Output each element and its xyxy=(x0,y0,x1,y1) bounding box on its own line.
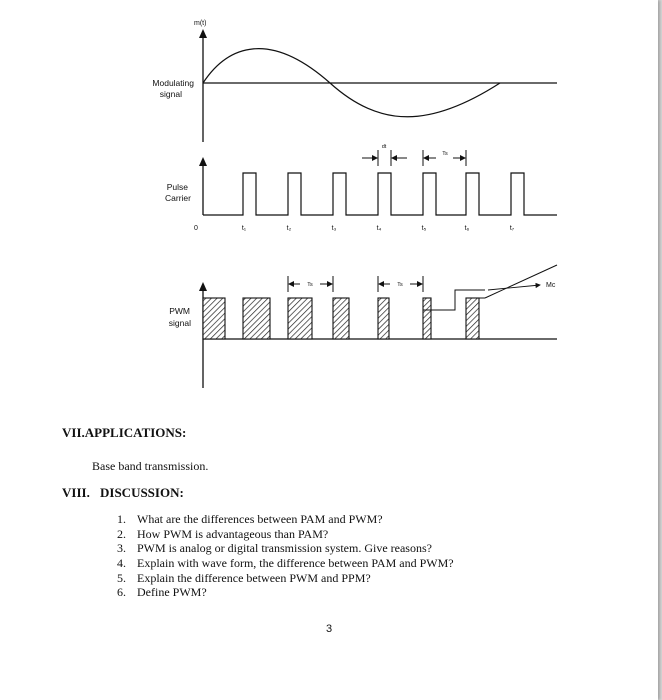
question-number: 5. xyxy=(117,570,126,585)
question-item xyxy=(117,512,454,527)
pwm-ts1-label: Ts xyxy=(307,282,313,288)
discussion-heading xyxy=(62,485,184,501)
pwm-pulse-1 xyxy=(203,298,225,339)
discussion-number: VIII. xyxy=(62,485,90,500)
pwm-side-label-line2: signal xyxy=(168,318,191,328)
modulating-side-label-line2: signal xyxy=(159,89,182,99)
carrier-time-label-t6: t₆ xyxy=(464,225,470,232)
applications-text: Base band transmission. xyxy=(92,459,209,473)
carrier-time-label-t4: t₄ xyxy=(376,225,382,232)
pwm-pulse-7 xyxy=(466,298,479,339)
question-number: 1. xyxy=(117,512,126,526)
carrier-origin-label: 0 xyxy=(194,225,198,232)
question-item xyxy=(117,571,454,586)
applications-heading: VII.APPLICATIONS: xyxy=(62,425,187,440)
question-number: 6. xyxy=(117,585,126,600)
carrier-pulse-train xyxy=(203,173,557,215)
question-text: How PWM is advantageous than PAM? xyxy=(137,526,329,541)
carrier-time-label-t7: t₇ xyxy=(509,225,515,232)
mc-pointer xyxy=(488,285,540,290)
pulse-carrier-panel xyxy=(165,144,557,232)
modulating-side-label-line1: Modulating xyxy=(152,78,194,88)
modulating-axis-label: m(t) xyxy=(194,20,207,27)
question-text: PWM is analog or digital transmission system. Give reasons? xyxy=(137,541,432,556)
discussion-title: DISCUSSION: xyxy=(100,485,184,500)
question-number: 3. xyxy=(117,541,126,556)
question-item xyxy=(117,527,454,542)
pwm-signal-panel xyxy=(169,265,557,388)
pwm-y-axis-arrow xyxy=(199,282,207,291)
question-number: 2. xyxy=(117,526,126,541)
pwm-pulse-2 xyxy=(243,298,270,339)
pwm-pulse-3 xyxy=(288,298,312,339)
dt-label: dt xyxy=(381,144,387,150)
question-text: Explain with wave form, the difference between PAM and PWM? xyxy=(137,556,454,571)
question-text: What are the differences between PAM and PWM? xyxy=(137,512,383,526)
modulating-y-axis-arrow xyxy=(199,29,207,38)
question-number: 4. xyxy=(117,556,126,571)
pwm-pulse-5 xyxy=(378,298,389,339)
carrier-side-label-line2: Carrier xyxy=(165,193,191,203)
pwm-ts2-label: Ts xyxy=(397,282,403,288)
carrier-side-label-line1: Pulse xyxy=(166,182,188,192)
page-number: 3 xyxy=(326,623,333,635)
carrier-y-axis-arrow xyxy=(199,157,207,166)
pwm-pulse-6 xyxy=(423,298,431,339)
carrier-time-label-t3: t₃ xyxy=(331,225,337,232)
carrier-time-label-t1: t₁ xyxy=(241,225,247,232)
carrier-time-label-t2: t₂ xyxy=(286,225,292,232)
discussion-question-list xyxy=(117,512,454,600)
question-item xyxy=(117,541,454,556)
ts-label: Ts xyxy=(442,151,448,157)
question-text: Explain the difference between PWM and PPM? xyxy=(137,570,371,585)
question-item xyxy=(117,556,454,571)
pwm-pulse-4 xyxy=(333,298,349,339)
mc-label: Mc xyxy=(546,282,556,289)
question-text: Define PWM? xyxy=(137,585,207,600)
question-item xyxy=(117,585,454,600)
carrier-time-label-t5: t₅ xyxy=(421,225,427,232)
pwm-side-label-line1: PWM xyxy=(169,306,190,316)
modulating-signal-panel xyxy=(152,20,557,142)
